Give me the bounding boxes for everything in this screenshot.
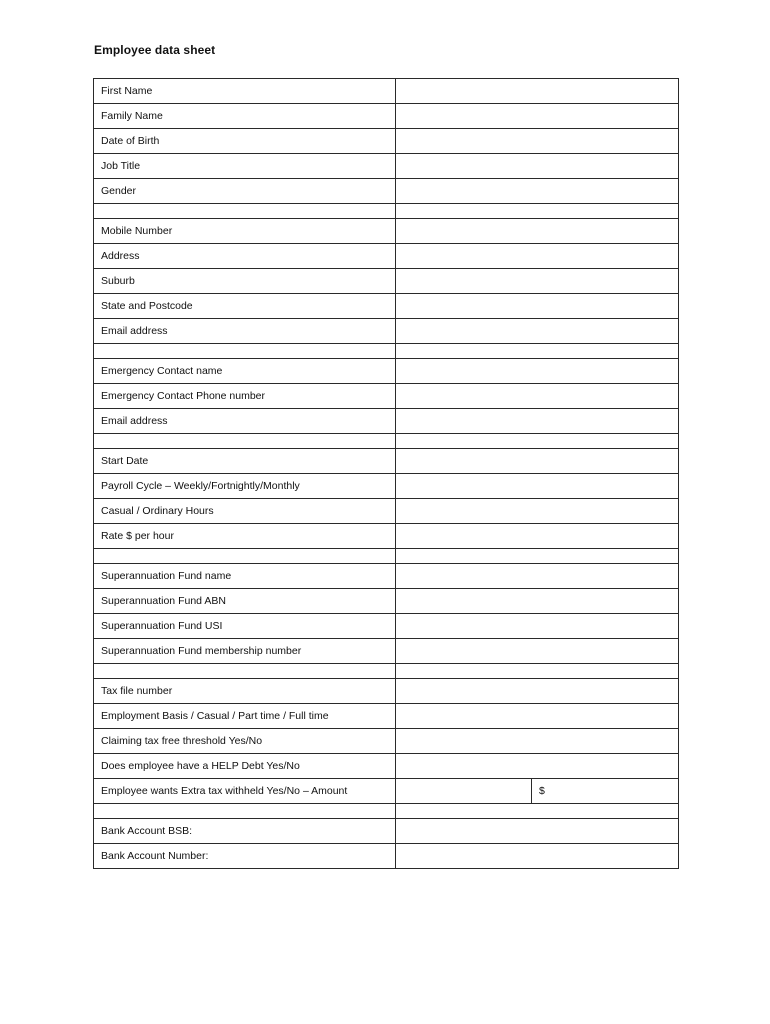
field-label: Mobile Number bbox=[94, 219, 396, 244]
spacer-row bbox=[94, 804, 679, 819]
field-value-cell[interactable] bbox=[396, 409, 679, 434]
field-label: Superannuation Fund membership number bbox=[94, 639, 396, 664]
table-row bbox=[94, 704, 679, 729]
table-row bbox=[94, 524, 679, 549]
field-label: Tax file number bbox=[94, 679, 396, 704]
table-row bbox=[94, 269, 679, 294]
field-value-cell[interactable] bbox=[396, 79, 679, 104]
field-value-cell[interactable] bbox=[396, 219, 679, 244]
table-row bbox=[94, 819, 679, 844]
field-label: Superannuation Fund USI bbox=[94, 614, 396, 639]
field-label: First Name bbox=[94, 79, 396, 104]
table-row bbox=[94, 104, 679, 129]
table-row bbox=[94, 409, 679, 434]
table-row bbox=[94, 639, 679, 664]
field-label: Claiming tax free threshold Yes/No bbox=[94, 729, 396, 754]
table-row bbox=[94, 779, 679, 804]
field-label: Payroll Cycle – Weekly/Fortnightly/Monthly bbox=[94, 474, 396, 499]
employee-data-table bbox=[93, 78, 679, 869]
spacer-cell bbox=[94, 204, 396, 219]
table-row bbox=[94, 219, 679, 244]
table-row bbox=[94, 474, 679, 499]
table-row bbox=[94, 154, 679, 179]
field-value-cell[interactable] bbox=[396, 269, 679, 294]
field-value-cell[interactable] bbox=[396, 359, 679, 384]
spacer-cell bbox=[396, 549, 679, 564]
field-label: Does employee have a HELP Debt Yes/No bbox=[94, 754, 396, 779]
field-value-cell[interactable] bbox=[396, 154, 679, 179]
field-label: Superannuation Fund ABN bbox=[94, 589, 396, 614]
field-label: Superannuation Fund name bbox=[94, 564, 396, 589]
table-row bbox=[94, 319, 679, 344]
table-row bbox=[94, 589, 679, 614]
spacer-cell bbox=[94, 434, 396, 449]
field-label: Emergency Contact name bbox=[94, 359, 396, 384]
field-value-cell[interactable] bbox=[396, 819, 679, 844]
table-row bbox=[94, 754, 679, 779]
table-row bbox=[94, 679, 679, 704]
spacer-cell bbox=[396, 664, 679, 679]
field-value-cell[interactable] bbox=[396, 779, 532, 804]
field-value-cell[interactable] bbox=[396, 564, 679, 589]
table-row bbox=[94, 294, 679, 319]
field-value-cell[interactable] bbox=[396, 614, 679, 639]
field-value-cell[interactable] bbox=[396, 524, 679, 549]
field-label: Bank Account Number: bbox=[94, 844, 396, 869]
spacer-row bbox=[94, 344, 679, 359]
table-row bbox=[94, 359, 679, 384]
field-value-cell[interactable] bbox=[396, 129, 679, 154]
field-value-cell[interactable] bbox=[396, 844, 679, 869]
field-label: Family Name bbox=[94, 104, 396, 129]
field-label: Rate $ per hour bbox=[94, 524, 396, 549]
field-value-cell[interactable] bbox=[396, 294, 679, 319]
table-row bbox=[94, 449, 679, 474]
field-value-cell[interactable] bbox=[396, 104, 679, 129]
field-label: Employee wants Extra tax withheld Yes/No – Amount bbox=[94, 779, 396, 804]
table-row bbox=[94, 614, 679, 639]
table-row bbox=[94, 129, 679, 154]
spacer-cell bbox=[396, 804, 679, 819]
table-row bbox=[94, 564, 679, 589]
field-value-cell[interactable] bbox=[396, 499, 679, 524]
table-row bbox=[94, 244, 679, 269]
field-label: State and Postcode bbox=[94, 294, 396, 319]
field-value-cell[interactable] bbox=[396, 449, 679, 474]
field-label: Date of Birth bbox=[94, 129, 396, 154]
spacer-cell bbox=[94, 664, 396, 679]
spacer-cell bbox=[94, 804, 396, 819]
spacer-row bbox=[94, 549, 679, 564]
field-label: Email address bbox=[94, 319, 396, 344]
table-row bbox=[94, 384, 679, 409]
field-value-cell[interactable] bbox=[396, 384, 679, 409]
table-row bbox=[94, 729, 679, 754]
field-label: Casual / Ordinary Hours bbox=[94, 499, 396, 524]
field-value-cell[interactable] bbox=[396, 474, 679, 499]
field-label: Address bbox=[94, 244, 396, 269]
spacer-cell bbox=[396, 204, 679, 219]
field-label: Employment Basis / Casual / Part time / Full time bbox=[94, 704, 396, 729]
page-title: Employee data sheet bbox=[94, 43, 216, 57]
table-row bbox=[94, 79, 679, 104]
table-row bbox=[94, 179, 679, 204]
field-value-cell[interactable] bbox=[396, 679, 679, 704]
field-label: Suburb bbox=[94, 269, 396, 294]
table-row bbox=[94, 844, 679, 869]
amount-cell[interactable]: $ bbox=[532, 779, 679, 804]
spacer-cell bbox=[396, 434, 679, 449]
spacer-cell bbox=[396, 344, 679, 359]
field-label: Job Title bbox=[94, 154, 396, 179]
spacer-cell bbox=[94, 549, 396, 564]
field-value-cell[interactable] bbox=[396, 754, 679, 779]
field-label: Email address bbox=[94, 409, 396, 434]
field-value-cell[interactable] bbox=[396, 179, 679, 204]
table-row bbox=[94, 499, 679, 524]
field-label: Bank Account BSB: bbox=[94, 819, 396, 844]
spacer-row bbox=[94, 664, 679, 679]
field-label: Gender bbox=[94, 179, 396, 204]
field-value-cell[interactable] bbox=[396, 319, 679, 344]
field-label: Emergency Contact Phone number bbox=[94, 384, 396, 409]
spacer-row bbox=[94, 434, 679, 449]
field-value-cell[interactable] bbox=[396, 244, 679, 269]
field-value-cell[interactable] bbox=[396, 729, 679, 754]
spacer-row bbox=[94, 204, 679, 219]
field-value-cell[interactable] bbox=[396, 589, 679, 614]
field-value-cell[interactable] bbox=[396, 639, 679, 664]
field-label: Start Date bbox=[94, 449, 396, 474]
spacer-cell bbox=[94, 344, 396, 359]
field-value-cell[interactable] bbox=[396, 704, 679, 729]
